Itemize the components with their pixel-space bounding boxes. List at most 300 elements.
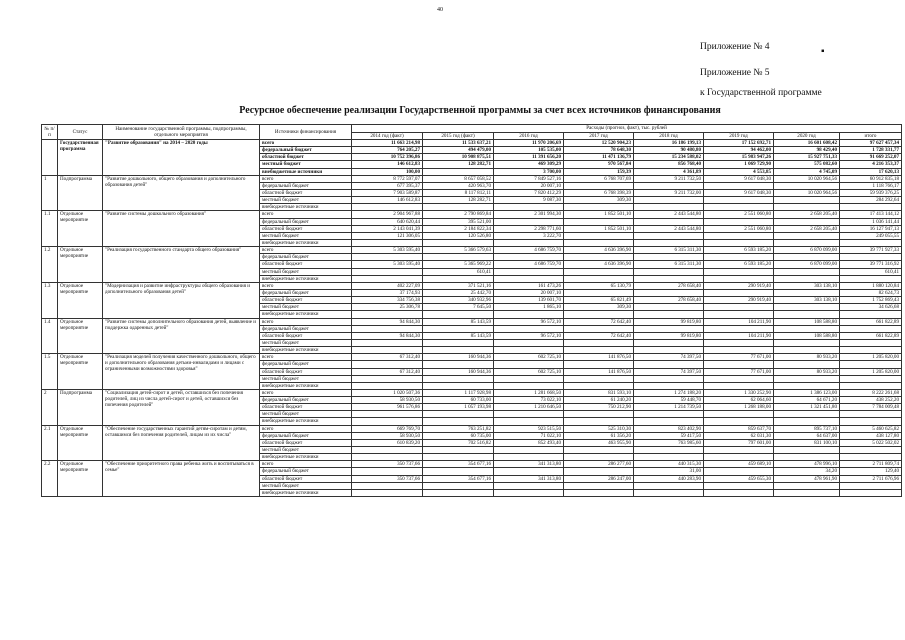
amount-cell: 141 876,50	[564, 354, 634, 361]
amount-cell	[634, 361, 704, 368]
funding-source-cell: областной бюджет	[260, 368, 352, 375]
amount-cell: 1 852 501,10	[564, 211, 634, 218]
amount-cell	[774, 197, 840, 204]
row-status: Отдельное мероприятие	[58, 282, 103, 318]
total-cell: 2 711 809,74	[840, 461, 902, 468]
amount-cell: 309,30	[564, 304, 634, 311]
amount-cell	[774, 489, 840, 496]
amount-cell: 72 642,40	[564, 332, 634, 339]
amount-cell: 2 551 060,80	[704, 211, 774, 218]
amount-cell	[634, 197, 704, 204]
amount-cell: 602 725,10	[494, 368, 564, 375]
amount-cell	[352, 375, 423, 382]
amount-cell: 852 493,40	[494, 439, 564, 446]
amount-cell: 702 516,82	[423, 439, 494, 446]
table-row	[42, 461, 902, 468]
amount-cell	[564, 182, 634, 189]
amount-cell	[704, 239, 774, 246]
amount-cell: 525 310,30	[564, 425, 634, 432]
total-cell: 610,41	[840, 268, 902, 275]
header-status: Статус	[58, 125, 103, 140]
amount-cell: 85 143,59	[423, 318, 494, 325]
amount-cell: 10 752 396,86	[352, 154, 423, 161]
amount-cell: 121 306,05	[352, 232, 423, 239]
stray-mark: ▪	[821, 46, 825, 57]
amount-cell: 3 700,00	[494, 168, 564, 175]
amount-cell	[774, 232, 840, 239]
funding-source-cell: внебюджетные источники	[260, 418, 352, 425]
amount-cell: 141 876,50	[564, 368, 634, 375]
amount-cell	[634, 418, 704, 425]
amount-cell: 469 309,29	[494, 161, 564, 168]
row-name: "Развитие образования" на 2014 – 2020 годы	[103, 140, 260, 176]
amount-cell	[704, 482, 774, 489]
amount-cell	[704, 454, 774, 461]
amount-cell	[564, 254, 634, 261]
amount-cell: 440 315,30	[634, 461, 704, 468]
row-status: Подпрограмма	[58, 175, 103, 211]
amount-cell: 31,00	[634, 468, 704, 475]
row-status: Отдельное мероприятие	[58, 211, 103, 247]
amount-cell: 1 117 928,98	[423, 389, 494, 396]
amount-cell	[634, 347, 704, 354]
amount-cell: 610 839,20	[352, 439, 423, 446]
funding-source-cell: федеральный бюджет	[260, 289, 352, 296]
amount-cell	[704, 268, 774, 275]
amount-cell: 823 402,90	[634, 425, 704, 432]
amount-cell	[352, 325, 423, 332]
total-cell	[840, 382, 902, 389]
amount-cell	[423, 482, 494, 489]
amount-cell: 3 222,70	[494, 232, 564, 239]
amount-cell: 640 620,44	[352, 218, 423, 225]
amount-cell	[494, 204, 564, 211]
amount-cell: 37 174,93	[352, 289, 423, 296]
amount-cell: 108 588,80	[774, 318, 840, 325]
row-name: "Реализация государственного стандарта общего образования"	[103, 247, 260, 283]
amount-cell: 99 819,80	[634, 318, 704, 325]
amount-cell	[423, 311, 494, 318]
row-status: Отдельное мероприятие	[58, 318, 103, 354]
amount-cell: 104 211,90	[704, 318, 774, 325]
amount-cell	[774, 339, 840, 346]
amount-cell: 602 725,10	[494, 354, 564, 361]
amount-cell: 420 963,70	[423, 182, 494, 189]
amount-cell: 94 844,30	[352, 318, 423, 325]
amount-cell	[564, 482, 634, 489]
amount-cell	[423, 468, 494, 475]
amount-cell: 1 852 501,10	[564, 225, 634, 232]
amount-cell	[704, 411, 774, 418]
amount-cell: 139 601,70	[494, 297, 564, 304]
funding-source-cell: областной бюджет	[260, 297, 352, 304]
funding-source-cell: местный бюджет	[260, 411, 352, 418]
funding-source-cell: областной бюджет	[260, 154, 352, 161]
amount-cell	[564, 361, 634, 368]
total-cell: 1 728 331,77	[840, 147, 902, 154]
amount-cell	[423, 361, 494, 368]
funding-source-cell: областной бюджет	[260, 439, 352, 446]
funding-source-cell: федеральный бюджет	[260, 325, 352, 332]
amount-cell	[564, 325, 634, 332]
amount-cell: 58 930,50	[352, 397, 423, 404]
amount-cell: 17 152 692,71	[704, 140, 774, 147]
amount-cell: 8 657 058,52	[423, 175, 494, 182]
amount-cell	[634, 268, 704, 275]
amount-cell: 1 069 729,90	[704, 161, 774, 168]
amount-cell: 9 211 732,50	[634, 175, 704, 182]
amount-cell	[494, 275, 564, 282]
amount-cell: 80 933,20	[774, 354, 840, 361]
total-cell: 4 216 353,37	[840, 161, 902, 168]
amount-cell: 99 819,80	[634, 332, 704, 339]
total-cell	[840, 447, 902, 454]
amount-cell	[774, 311, 840, 318]
amount-cell	[564, 275, 634, 282]
amount-cell: 8 117 812,11	[423, 189, 494, 196]
amount-cell	[564, 468, 634, 475]
amount-cell	[704, 339, 774, 346]
total-cell: 1 752 869,43	[840, 297, 902, 304]
amount-cell: 970 567,84	[564, 161, 634, 168]
amount-cell: 20 007,10	[494, 182, 564, 189]
amount-cell: 4 361,89	[634, 168, 704, 175]
amount-cell	[494, 418, 564, 425]
row-name: "Развитие дошкольного, общего образования и дополнительного образования детей"	[103, 175, 260, 211]
amount-cell	[423, 168, 494, 175]
amount-cell: 98 429,40	[774, 147, 840, 154]
total-cell: 91 669 252,07	[840, 154, 902, 161]
amount-cell	[423, 204, 494, 211]
amount-cell	[564, 454, 634, 461]
amount-cell: 797 601,00	[704, 439, 774, 446]
amount-cell: 354 677,16	[423, 475, 494, 482]
amount-cell	[774, 447, 840, 454]
amount-cell	[704, 304, 774, 311]
funding-source-cell: всего	[260, 461, 352, 468]
amount-cell	[774, 325, 840, 332]
amount-cell: 2 551 060,80	[704, 225, 774, 232]
total-cell	[840, 489, 902, 496]
amount-cell: 2 184 822,34	[423, 225, 494, 232]
funding-source-cell: федеральный бюджет	[260, 468, 352, 475]
total-cell	[840, 254, 902, 261]
amount-cell: 6 768 398,39	[564, 189, 634, 196]
total-cell: 1 880 120,84	[840, 282, 902, 289]
amount-cell	[423, 254, 494, 261]
amount-cell	[494, 239, 564, 246]
amount-cell: 1 281 668,50	[494, 389, 564, 396]
amount-cell	[352, 254, 423, 261]
amount-cell: 463 955,90	[564, 439, 634, 446]
amount-cell	[564, 218, 634, 225]
amount-cell	[774, 382, 840, 389]
funding-source-cell: федеральный бюджет	[260, 182, 352, 189]
amount-cell: 61 240,20	[564, 397, 634, 404]
amount-cell: 6 315 311,30	[634, 261, 704, 268]
amount-cell	[774, 375, 840, 382]
amount-cell: 923 515,50	[494, 425, 564, 432]
table-body	[42, 140, 902, 497]
amount-cell: 1 865,10	[494, 304, 564, 311]
amount-cell: 2 443 544,80	[634, 211, 704, 218]
amount-cell	[704, 204, 774, 211]
amount-cell	[352, 468, 423, 475]
amount-cell	[774, 204, 840, 211]
amount-cell: 278 658,40	[634, 282, 704, 289]
total-cell: 249 055,55	[840, 232, 902, 239]
amount-cell	[704, 468, 774, 475]
funding-source-cell: внебюджетные источники	[260, 239, 352, 246]
amount-cell: 11 663 214,98	[352, 140, 423, 147]
total-cell: 5 022 502,02	[840, 439, 902, 446]
amount-cell: 146 612,83	[352, 197, 423, 204]
amount-cell: 60 733,00	[423, 397, 494, 404]
amount-cell	[352, 447, 423, 454]
total-cell: 438 127,80	[840, 432, 902, 439]
header-year: 2015 год (факт)	[423, 132, 494, 140]
amount-cell: 16 601 608,42	[774, 140, 840, 147]
row-status: Отдельное мероприятие	[58, 425, 103, 461]
total-cell: 97 627 457,34	[840, 140, 902, 147]
amount-cell	[352, 482, 423, 489]
amount-cell	[564, 204, 634, 211]
row-num: 1.1	[42, 211, 58, 247]
amount-cell	[494, 447, 564, 454]
amount-cell: 60 735,00	[423, 432, 494, 439]
amount-cell: 9 617 048,30	[704, 175, 774, 182]
row-status: Подпрограмма	[58, 389, 103, 425]
amount-cell: 4 636 396,90	[564, 247, 634, 254]
total-cell: 17 620,13	[840, 168, 902, 175]
table-row	[42, 175, 902, 182]
total-cell: 82 624,73	[840, 289, 902, 296]
amount-cell: 478 996,10	[774, 461, 840, 468]
amount-cell	[352, 418, 423, 425]
funding-source-cell: местный бюджет	[260, 375, 352, 382]
amount-cell	[564, 447, 634, 454]
amount-cell	[352, 339, 423, 346]
amount-cell: 961 576,86	[352, 404, 423, 411]
amount-cell	[704, 311, 774, 318]
amount-cell: 85 143,59	[423, 332, 494, 339]
amount-cell: 12 520 904,23	[564, 140, 634, 147]
amount-cell	[634, 218, 704, 225]
amount-cell: 1 268 188,00	[704, 404, 774, 411]
row-status: Государственная программа	[58, 140, 103, 176]
amount-cell: 80 933,20	[774, 368, 840, 375]
amount-cell	[704, 254, 774, 261]
amount-cell	[634, 489, 704, 496]
amount-cell: 1 274 188,20	[634, 389, 704, 396]
amount-cell: 20 007,10	[494, 289, 564, 296]
amount-cell: 7 849 527,16	[494, 175, 564, 182]
amount-cell: 750 212,90	[564, 404, 634, 411]
funding-source-cell: внебюджетные источники	[260, 311, 352, 318]
row-name: "Модернизация и развитие инфраструктуры общего образования и дополнительного образования детей"	[103, 282, 260, 318]
amount-cell: 859 637,70	[704, 425, 774, 432]
amount-cell: 1 386 123,00	[774, 389, 840, 396]
amount-cell: 94 844,30	[352, 332, 423, 339]
total-cell	[840, 204, 902, 211]
amount-cell: 9 617 048,30	[704, 189, 774, 196]
amount-cell	[634, 204, 704, 211]
funding-source-cell: федеральный бюджет	[260, 218, 352, 225]
amount-cell: 354 677,16	[423, 461, 494, 468]
row-num	[42, 140, 58, 176]
funding-source-cell: всего	[260, 282, 352, 289]
amount-cell: 120 526,80	[423, 232, 494, 239]
funding-source-cell: местный бюджет	[260, 232, 352, 239]
amount-cell	[564, 382, 634, 389]
row-num: 1.3	[42, 282, 58, 318]
total-cell	[840, 239, 902, 246]
header-num: № п/п	[42, 125, 58, 140]
amount-cell	[774, 411, 840, 418]
header-year: 2018 год	[634, 132, 704, 140]
amount-cell	[494, 468, 564, 475]
total-cell: 129,40	[840, 468, 902, 475]
funding-source-cell: местный бюджет	[260, 447, 352, 454]
amount-cell	[774, 289, 840, 296]
amount-cell: 128 282,71	[423, 161, 494, 168]
amount-cell	[564, 239, 634, 246]
total-cell	[840, 361, 902, 368]
amount-cell	[634, 275, 704, 282]
amount-cell: 90 480,80	[634, 147, 704, 154]
amount-cell: 1 321 451,80	[774, 404, 840, 411]
amount-cell	[774, 482, 840, 489]
amount-cell: 71 022,10	[494, 432, 564, 439]
amount-cell: 16 186 199,13	[634, 140, 704, 147]
total-cell: 16 127 947,13	[840, 225, 902, 232]
funding-source-cell: всего	[260, 318, 352, 325]
amount-cell: 6 593 185,20	[704, 261, 774, 268]
amount-cell: 6 593 185,20	[704, 247, 774, 254]
amount-cell: 1 214 739,50	[634, 404, 704, 411]
amount-cell	[494, 454, 564, 461]
amount-cell: 459 655,30	[704, 475, 774, 482]
amount-cell	[704, 361, 774, 368]
amount-cell: 15 927 751,33	[774, 154, 840, 161]
amount-cell	[704, 232, 774, 239]
total-cell: 59 939 376,25	[840, 189, 902, 196]
amount-cell: 278 658,40	[634, 297, 704, 304]
amount-cell	[494, 382, 564, 389]
total-cell	[840, 411, 902, 418]
amount-cell: 100,00	[352, 168, 423, 175]
amount-cell: 303 138,10	[774, 297, 840, 304]
total-cell	[840, 454, 902, 461]
amount-cell: 7 903 589,87	[352, 189, 423, 196]
table-row	[42, 389, 902, 396]
row-status: Отдельное мероприятие	[58, 247, 103, 283]
amount-cell: 7 645,50	[423, 304, 494, 311]
amount-cell	[423, 275, 494, 282]
funding-source-cell: всего	[260, 354, 352, 361]
total-cell: 39 771 927,33	[840, 247, 902, 254]
total-cell	[840, 275, 902, 282]
funding-source-cell: федеральный бюджет	[260, 432, 352, 439]
total-cell	[840, 418, 902, 425]
amount-cell	[423, 325, 494, 332]
amount-cell: 161 473,26	[494, 282, 564, 289]
amount-cell	[634, 304, 704, 311]
amount-cell: 59 448,70	[634, 397, 704, 404]
amount-cell: 290 919,40	[704, 282, 774, 289]
table-row	[42, 211, 902, 218]
amount-cell	[704, 289, 774, 296]
amount-cell: 341 313,80	[494, 475, 564, 482]
header-year: 2017 год	[564, 132, 634, 140]
amount-cell	[352, 275, 423, 282]
amount-cell: 371 521,16	[423, 282, 494, 289]
amount-cell	[774, 182, 840, 189]
amount-cell	[704, 182, 774, 189]
amount-cell	[494, 311, 564, 318]
appendix-4-label: Приложение № 4	[700, 42, 770, 52]
amount-cell: 62 031,30	[704, 432, 774, 439]
amount-cell	[774, 361, 840, 368]
amount-cell: 831 100,10	[774, 439, 840, 446]
amount-cell	[423, 239, 494, 246]
amount-cell: 9 211 732,00	[634, 189, 704, 196]
amount-cell: 340 932,96	[423, 297, 494, 304]
amount-cell	[564, 418, 634, 425]
amount-cell: 4 553,85	[704, 168, 774, 175]
amount-cell	[634, 382, 704, 389]
row-num: 1.4	[42, 318, 58, 354]
amount-cell	[704, 489, 774, 496]
row-num: 2.2	[42, 461, 58, 497]
amount-cell: 1 210 646,50	[494, 404, 564, 411]
amount-cell: 96 572,10	[494, 332, 564, 339]
amount-cell: 104 211,90	[704, 332, 774, 339]
amount-cell	[704, 197, 774, 204]
amount-cell	[423, 447, 494, 454]
amount-cell	[704, 418, 774, 425]
total-cell: 1 036 141,44	[840, 218, 902, 225]
amount-cell: 286 277,60	[564, 461, 634, 468]
amount-cell: 11 533 637,21	[423, 140, 494, 147]
total-cell: 2 711 676,96	[840, 475, 902, 482]
funding-source-cell: всего	[260, 389, 352, 396]
resource-table	[41, 124, 902, 497]
amount-cell: 440 283,90	[634, 475, 704, 482]
funding-source-cell: федеральный бюджет	[260, 147, 352, 154]
amount-cell: 303 138,10	[774, 282, 840, 289]
table-row	[42, 282, 902, 289]
amount-cell: 350 737,66	[352, 461, 423, 468]
amount-cell	[774, 347, 840, 354]
amount-cell	[634, 239, 704, 246]
amount-cell: 309,30	[564, 197, 634, 204]
row-status: Отдельное мероприятие	[58, 354, 103, 390]
amount-cell	[423, 454, 494, 461]
row-num: 2	[42, 389, 58, 425]
total-cell	[840, 325, 902, 332]
amount-cell	[564, 411, 634, 418]
funding-source-cell: областной бюджет	[260, 189, 352, 196]
funding-source-cell: федеральный бюджет	[260, 397, 352, 404]
amount-cell	[634, 182, 704, 189]
total-cell	[840, 375, 902, 382]
amount-cell	[423, 347, 494, 354]
amount-cell: 65 130,79	[564, 282, 634, 289]
funding-source-cell: местный бюджет	[260, 482, 352, 489]
amount-cell: 610,41	[423, 268, 494, 275]
amount-cell: 15 983 947,26	[704, 154, 774, 161]
